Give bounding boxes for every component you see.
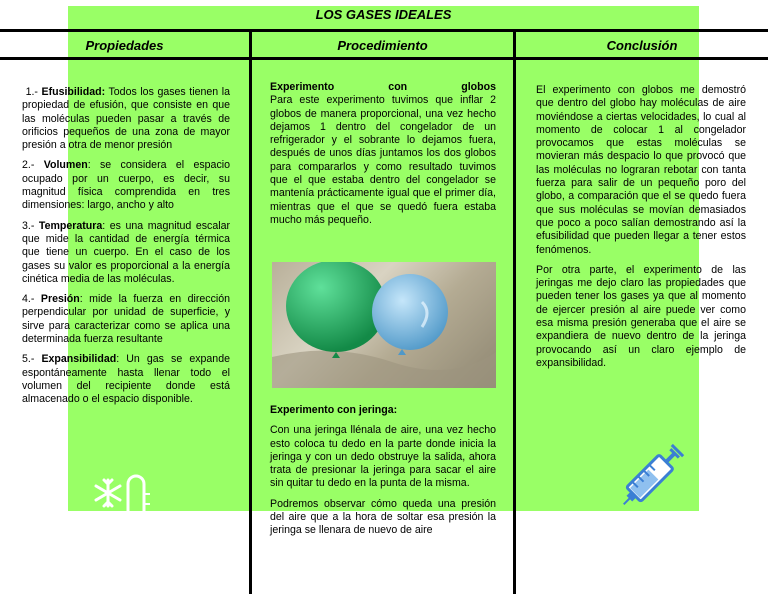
- syringe-icon: [604, 428, 700, 524]
- thermometer-snowflake-icon: [90, 472, 170, 592]
- header-top-rule: [0, 29, 768, 32]
- property-item: 1.- Efusibilidad: Todos los gases tienen la propiedad de efusión, que consiste en que las moléculas pueden pasar a través de orificios pequeños de una zona de mayor presión a otra de menor presión: [22, 86, 230, 152]
- balloons-photo: [272, 262, 496, 388]
- header-bottom-rule: [0, 57, 768, 60]
- property-item: 3.- Temperatura: es una magnitud escalar que mide la cantidad de energía térmica que tiene un cuerpo. En el caso de los gases su valor es proporcional a la energía cinética media de las moléculas.: [22, 219, 230, 285]
- conclusion-paragraph-2: Por otra parte, el experimento de las jeringas me dejo claro las propiedades que pueden tener los gases ya que al momento de ejercer presión al aire puede ver como esa misma presión generaba que el aire se expandiera de nuevo dentro de la jeringa provocando así un claro ejemplo de expansibilidad.: [536, 263, 746, 369]
- property-item: 5.- Expansibilidad: Un gas se expande espontáneamente hasta llenar todo el volumen del recipiente donde está almacenado o el espacio disponible.: [22, 353, 230, 406]
- experiment-syringe-text: Con una jeringa llénala de aire, una vez hecho esto coloca tu dedo en la parte donde inicia la jeringa y con un dedo obstruye la salida, ahora trata de presionar la jeringa para sacar el aire sin quitar tu dedo en la punta de la misma.: [270, 424, 496, 490]
- header-conclusion: Conclusión: [606, 38, 678, 53]
- conclusion-column: [536, 84, 746, 377]
- page-title: LOS GASES IDEALES: [315, 7, 452, 22]
- column-divider-left: [249, 29, 252, 594]
- conclusion-paragraph-1: El experimento con globos me demostró que dentro del globo hay moléculas de aire moviéndose a ciertas velocidades, lo cual al momento de colocar 1 al congelador provocamos que estas moléculas se movieran más despacio lo que provocó que las moléculas no lograran rebotar con tanta fuerza para salir de un pequeño poro del globo, a comparación que el se quedo fuera que sus moléculas se movían demasiados que poco a poco salían demostrando así la efusibilidad que pueden llegar a tener estos fenómenos.: [536, 84, 746, 256]
- procedimiento-column: [270, 81, 496, 234]
- propiedades-column: [22, 86, 230, 414]
- property-item: 4.- Presión: mide la fuerza en dirección perpendicular por unidad de superficie, y sirve para caracterizar como se aplica una determinada fuerza resultante: [22, 293, 230, 346]
- experiment-balloons-heading: Experimento con globos: [270, 81, 496, 93]
- experiment-syringe-heading: Experimento con jeringa:: [270, 404, 398, 416]
- header-procedimiento: Procedimiento: [337, 38, 428, 53]
- property-item: 2.- Volumen: se considera el espacio ocupado por un cuerpo, es decir, su magnitud física comprendida en tres dimensiones: largo, ancho y alto: [22, 159, 230, 212]
- experiment-syringe-observation: Podremos observar cómo queda una presión del aire que a la hora de soltar esa presión la jeringa se llenara de nuevo de aire: [270, 497, 496, 537]
- experiment-syringe-block: [270, 404, 496, 545]
- header-propiedades: Propiedades: [85, 38, 164, 53]
- experiment-balloons-text: Para este experimento tuvimos que inflar 2 globos de manera proporcional, una vez hecho dejamos 1 dentro del congelador de un refrigerador y el sobrante lo dejamos fuera, después de unos días juntamos los dos globos para compararlos y como resultado tuvimos que el que estaba dentro del congelador se mantenía prácticamente igual que el primer día, mientras que el que se quedó fuera estaba mucho más pequeño.: [270, 94, 496, 226]
- balloons-illustration: [272, 262, 496, 388]
- column-divider-right: [513, 29, 516, 594]
